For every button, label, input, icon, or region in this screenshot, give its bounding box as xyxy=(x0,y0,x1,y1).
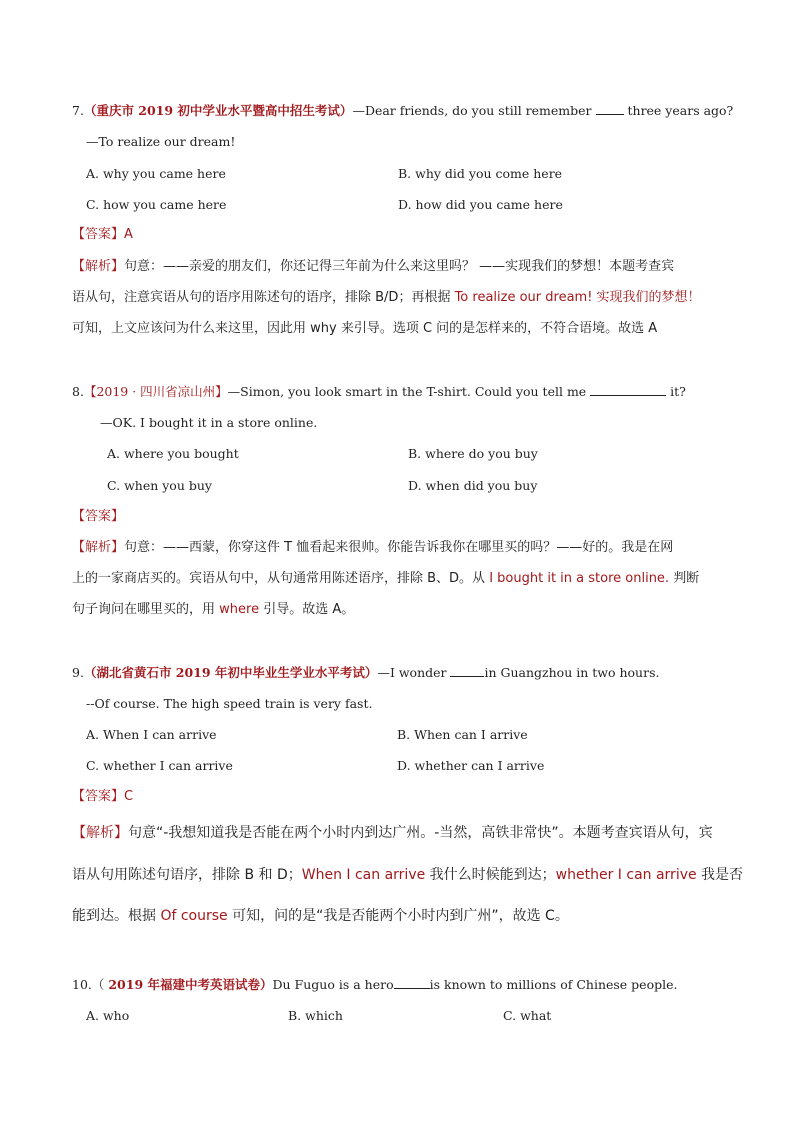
question-9-source: （湖北省黄石市 2019 年初中毕业生学业水平考试） xyxy=(83,665,378,680)
question-9-option-d: D. whether can I arrive xyxy=(397,758,545,773)
question-8-answer: 【答案】 xyxy=(72,509,125,524)
question-7-option-b: B. why did you come here xyxy=(398,166,563,181)
question-8-option-d: D. when did you buy xyxy=(408,478,538,493)
question-7-option-c: C. how you came here xyxy=(86,197,227,212)
question-8-source: 【2019 · 四川省凉山州】 xyxy=(83,384,228,399)
question-8-option-a: A. where you bought xyxy=(107,446,239,461)
question-8-option-b: B. where do you buy xyxy=(408,446,538,461)
question-8-explanation-line-2: 上的一家商店买的。宾语从句中，从句通常用陈述语序，排除 B、D。从 I bought it in a store online. 判断 xyxy=(72,571,700,586)
question-10-option-a: A. who xyxy=(86,1008,130,1023)
question-7-explanation-line-3: 可知，上文应该问为什么来这里，因此用 why 来引导。选项 C 问的是怎样来的，不符合语境。故选 A xyxy=(72,321,658,336)
question-7-explanation-line-1: 【解析】句意：——亲爱的朋友们，你还记得三年前为什么来这里吗？ ——实现我们的梦想！本题考查宾 xyxy=(72,259,675,274)
question-8-reply: —OK. I bought it in a store online. xyxy=(100,415,318,430)
question-7-option-d: D. how did you came here xyxy=(398,197,563,212)
question-8-stem: 8.【2019 · 四川省凉山州】—Simon, you look smart in the T-shirt. Could you tell me it? xyxy=(72,384,686,399)
question-10-stem: 10.（ 2019 年福建中考英语试卷）Du Fuguo is a hero is known to millions of Chinese people. xyxy=(72,977,678,992)
question-7-reply: —To realize our dream! xyxy=(86,134,236,149)
question-7-explanation-line-2: 语从句，注意宾语从句的语序用陈述句的语序，排除 B/D；再根据 To realize our dream! 实现我们的梦想！ xyxy=(72,290,701,305)
question-7-option-a: A. why you came here xyxy=(86,166,226,181)
question-9-answer: 【答案】C xyxy=(72,789,134,804)
question-9-explanation-line-2: 语从句用陈述句语序，排除 B 和 D；When I can arrive 我什么时候能到达；whether I can arrive 我是否 xyxy=(72,867,744,883)
question-9-option-a: A. When I can arrive xyxy=(86,727,217,742)
question-10-option-b: B. which xyxy=(288,1008,343,1023)
question-10-option-c: C. what xyxy=(503,1008,552,1023)
question-8-option-c: C. when you buy xyxy=(107,478,212,493)
answer-blank xyxy=(596,102,624,115)
question-9-stem: 9.（湖北省黄石市 2019 年初中毕业生学业水平考试）—I wonder in Guangzhou in two hours. xyxy=(72,665,660,680)
answer-blank xyxy=(450,664,484,677)
question-8-explanation-line-3: 句子询问在哪里买的，用 where 引导。故选 A。 xyxy=(72,602,355,617)
question-10-source: 2019 年福建中考英语试卷） xyxy=(108,977,273,992)
question-9-explanation-line-1: 【解析】句意“-我想知道我是否能在两个小时内到达广州。-当然，高铁非常快”。本题考查宾语从句，宾 xyxy=(72,825,713,841)
question-7-answer: 【答案】A xyxy=(72,227,133,242)
question-8-explanation-line-1: 【解析】句意：——西蒙，你穿这件 T 恤看起来很帅。你能告诉我你在哪里买的吗？——好的。我是在网 xyxy=(72,540,674,555)
question-9-reply: --Of course. The high speed train is very fast. xyxy=(86,696,373,711)
answer-blank xyxy=(590,383,666,396)
question-9-option-c: C. whether I can arrive xyxy=(86,758,233,773)
question-9-option-b: B. When can I arrive xyxy=(397,727,528,742)
question-9-explanation-line-3: 能到达。根据 Of course 可知，问的是“我是否能两个小时内到广州”，故选 C。 xyxy=(72,908,569,924)
question-7-stem: 7.（重庆市 2019 初中学业水平暨高中招生考试）—Dear friends, do you still remember three years ago? xyxy=(72,103,734,118)
question-7-source: （重庆市 2019 初中学业水平暨高中招生考试） xyxy=(83,103,353,118)
answer-blank xyxy=(394,976,430,989)
